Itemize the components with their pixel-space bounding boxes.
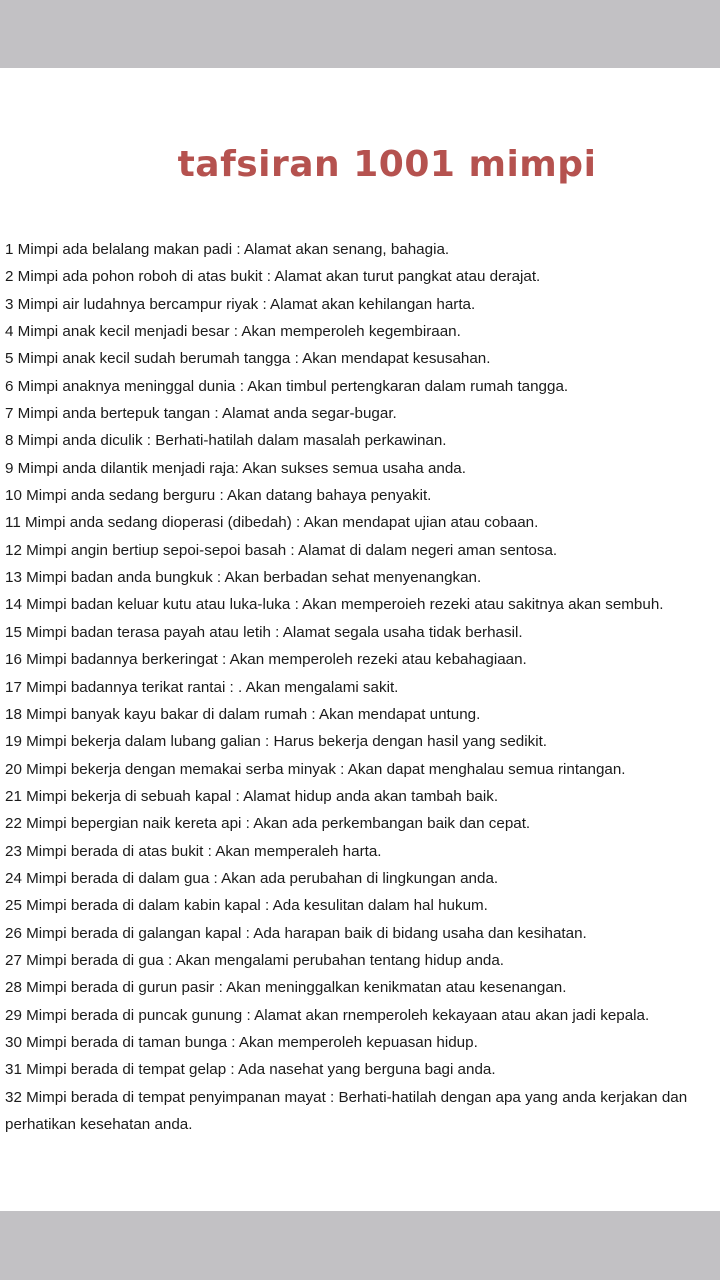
list-item: 5 Mimpi anak kecil sudah berumah tangga : Akan mendapat kesusahan.: [5, 350, 491, 368]
list-item: 21 Mimpi bekerja di sebuah kapal : Alamat hidup anda akan tambah baik.: [5, 787, 499, 805]
page-title: tafsiran 1001 mimpi: [177, 144, 597, 185]
list-item: 16 Mimpi badannya berkeringat : Akan memperoleh rezeki atau kebahagiaan.: [5, 651, 527, 669]
list-item: 18 Mimpi banyak kayu bakar di dalam rumah : Akan mendapat untung.: [5, 705, 481, 723]
list-item: 14 Mimpi badan keluar kutu atau luka-luka : Akan memperoieh rezeki atau sakitnya akan sembuh.: [5, 596, 664, 614]
list-item: 6 Mimpi anaknya meninggal dunia : Akan timbul pertengkaran dalam rumah tangga.: [5, 377, 569, 395]
list-item: 12 Mimpi angin bertiup sepoi-sepoi basah : Alamat di dalam negeri aman sentosa.: [5, 541, 558, 559]
list-item: 29 Mimpi berada di puncak gunung : Alamat akan rnemperoleh kekayaan atau akan jadi kepala.: [5, 1006, 650, 1024]
list-item: 4 Mimpi anak kecil menjadi besar : Akan memperoleh kegembiraan.: [5, 323, 461, 341]
list-item: 11 Mimpi anda sedang dioperasi (dibedah) : Akan mendapat ujian atau cobaan.: [5, 514, 539, 532]
list-item: 8 Mimpi anda diculik : Berhati-hatilah dalam masalah perkawinan.: [5, 432, 447, 450]
list-item: 24 Mimpi berada di dalam gua : Akan ada perubahan di lingkungan anda.: [5, 869, 499, 887]
list-item: 30 Mimpi berada di taman bunga : Akan memperoleh kepuasan hidup.: [5, 1033, 478, 1051]
list-item: 22 Mimpi bepergian naik kereta api : Akan ada perkembangan baik dan cepat.: [5, 815, 531, 833]
dream-list: [5, 236, 720, 1138]
list-item: 25 Mimpi berada di dalam kabin kapal : Ada kesulitan dalam hal hukum.: [5, 897, 488, 915]
list-item: 9 Mimpi anda dilantik menjadi raja: Akan sukses semua usaha anda.: [5, 459, 466, 477]
list-item: 7 Mimpi anda bertepuk tangan : Alamat anda segar-bugar.: [5, 405, 397, 423]
list-item: 26 Mimpi berada di galangan kapal : Ada harapan baik di bidang usaha dan kesihatan.: [5, 924, 587, 942]
list-item: 3 Mimpi air ludahnya bercampur riyak : Alamat akan kehilangan harta.: [5, 295, 476, 313]
list-item: 1 Mimpi ada belalang makan padi : Alamat akan senang, bahagia.: [5, 241, 450, 258]
list-item: 23 Mimpi berada di atas bukit : Akan memperaleh harta.: [5, 842, 382, 860]
list-item: 28 Mimpi berada di gurun pasir : Akan meninggalkan kenikmatan atau kesenangan.: [5, 979, 567, 997]
list-item: 19 Mimpi bekerja dalam lubang galian : Harus bekerja dengan hasil yang sedikit.: [5, 733, 548, 751]
list-item: 27 Mimpi berada di gua : Akan mengalami perubahan tentang hidup anda.: [5, 951, 505, 969]
top-status-bar: [0, 0, 720, 68]
list-item: 15 Mimpi badan terasa payah atau letih : Alamat segala usaha tidak berhasil.: [5, 623, 523, 641]
list-item: 10 Mimpi anda sedang berguru : Akan datang bahaya penyakit.: [5, 487, 432, 505]
list-item: 13 Mimpi badan anda bungkuk : Akan berbadan sehat menyenangkan.: [5, 569, 482, 587]
list-item: 20 Mimpi bekerja dengan memakai serba minyak : Akan dapat menghalau semua rintangan.: [5, 760, 626, 778]
list-item: 2 Mimpi ada pohon roboh di atas bukit : Alamat akan turut pangkat atau derajat.: [5, 268, 541, 286]
list-item: 17 Mimpi badannya terikat rantai : . Akan mengalami sakit.: [5, 678, 399, 696]
list-item: 31 Mimpi berada di tempat gelap : Ada nasehat yang berguna bagi anda.: [5, 1061, 496, 1079]
bottom-navigation-bar: [0, 1211, 720, 1280]
list-item: 32 Mimpi berada di tempat penyimpanan mayat : Berhati-hatilah dengan apa yang anda kerjakan dan perhatikan kesehatan anda.: [5, 1088, 688, 1133]
